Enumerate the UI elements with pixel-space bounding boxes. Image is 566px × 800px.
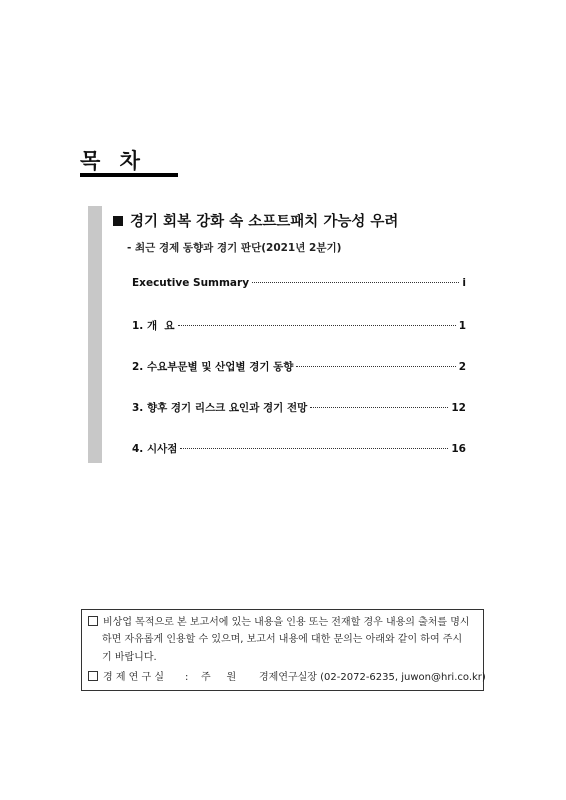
report-subheading: - 최근 경제 동향과 경기 판단(2021년 2분기) (127, 242, 342, 254)
section-side-bar (88, 206, 102, 463)
checkbox-icon (88, 671, 98, 681)
notice-line-3: 기 바랍니다. (102, 652, 157, 663)
toc-entry-page: 1 (458, 320, 466, 332)
dot-leader (296, 366, 455, 367)
dot-leader (178, 325, 456, 326)
notice-line-1 (88, 616, 470, 629)
toc-entry-page: 12 (451, 402, 466, 414)
contact-separator: : (185, 672, 189, 683)
toc-entry-label: 4. 시사점 (132, 443, 178, 455)
toc-entry-demand-industry-trends[interactable] (132, 359, 466, 375)
checkbox-icon (88, 616, 98, 626)
dot-leader (180, 448, 448, 449)
toc-entry-overview[interactable] (132, 318, 466, 334)
page-title: 목 차 (80, 149, 146, 173)
toc-entry-label: 1. 개 요 (132, 320, 175, 332)
dot-leader (252, 282, 459, 283)
toc-entry-risk-outlook[interactable] (132, 400, 466, 416)
title-underline (80, 173, 178, 177)
toc-entry-page: i (462, 277, 466, 289)
report-heading (113, 210, 398, 231)
toc-entry-implications[interactable] (132, 441, 466, 457)
toc-entry-label: 3. 향후 경기 리스크 요인과 경기 전망 (132, 402, 308, 414)
dot-leader (310, 407, 448, 408)
report-heading-text: 경기 회복 강화 속 소프트패치 가능성 우려 (130, 214, 399, 230)
contact-role: 주 원 (201, 672, 237, 683)
toc-entry-page: 16 (451, 443, 466, 455)
notice-contact (88, 671, 486, 684)
notice-line-2: 하면 자유롭게 인용할 수 있으며, 보고서 내용에 대한 문의는 아래와 같이 하여 주시 (102, 634, 463, 645)
toc-entry-label: Executive Summary (132, 277, 250, 289)
square-bullet-icon (113, 216, 123, 226)
citation-notice-box (81, 609, 484, 691)
toc-entry-executive-summary[interactable] (132, 277, 466, 293)
notice-text: 비상업 목적으로 본 보고서에 있는 내용을 인용 또는 전재할 경우 내용의 출처를 명시 (103, 617, 470, 628)
toc-entry-label: 2. 수요부문별 및 산업별 경기 동향 (132, 361, 294, 373)
toc-entry-page: 2 (458, 361, 466, 373)
contact-info: 경제연구실장 (02-2072-6235, juwon@hri.co.kr) (259, 672, 486, 683)
contact-department: 경 제 연 구 실 (103, 672, 165, 683)
